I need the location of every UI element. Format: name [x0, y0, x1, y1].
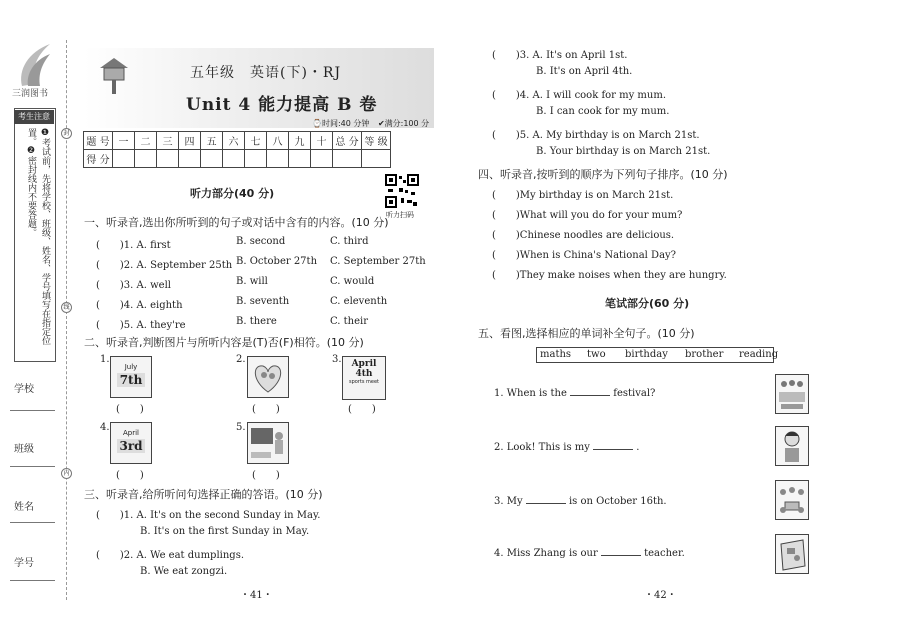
- section-4-title: 四、听录音,按听到的顺序为下列句子排序。(10 分): [478, 168, 728, 181]
- fill-sentence: [494, 442, 639, 453]
- section-1-title: 一、听录音,选出你所听到的句子或对话中含有的内容。(10 分): [84, 216, 389, 229]
- sentence-start: 2. Look! This is my: [494, 442, 590, 453]
- score-cell: 七: [245, 132, 267, 150]
- score-input[interactable]: [333, 150, 362, 168]
- binding-margin: [0, 0, 70, 636]
- page-number: ・41・: [240, 590, 273, 601]
- answer-blank[interactable]: [593, 449, 633, 450]
- birthday-party-icon: [775, 480, 809, 520]
- sentence-start: 1. When is the: [494, 388, 567, 399]
- grade-subject: 五年级 英语(下)・RJ: [190, 65, 342, 81]
- score-input[interactable]: [179, 150, 201, 168]
- option-c[interactable]: C. their: [330, 316, 369, 327]
- answer-blank[interactable]: [526, 503, 566, 504]
- option-b[interactable]: B. second: [236, 236, 286, 247]
- sentence-end: .: [636, 442, 640, 453]
- exam-meta: [312, 118, 429, 129]
- field-school-label: 学校: [14, 384, 34, 395]
- boy-icon: [775, 426, 809, 466]
- sports-meet-calendar-icon: [342, 356, 386, 400]
- option-a[interactable]: ( )4. A. eighth: [96, 300, 183, 311]
- field-number-line[interactable]: [10, 580, 55, 581]
- list-item[interactable]: ( )They make noises when they are hungry.: [492, 270, 727, 281]
- seal-mark: 内: [61, 468, 72, 479]
- score-cell: 等 级: [362, 132, 391, 150]
- notice-text: ❶考试前，先将学校、班级、姓名、学号填写在指定位置。❷密封线内不要答题。: [26, 128, 50, 345]
- calendar-month: July: [124, 363, 138, 371]
- word-option: reading: [739, 349, 779, 360]
- fill-sentence: [494, 388, 655, 399]
- answer-paren[interactable]: ( ): [252, 470, 280, 481]
- answer-paren[interactable]: ( ): [116, 470, 144, 481]
- option-a[interactable]: ( )2. A. September 25th: [96, 260, 233, 271]
- option-a[interactable]: ( )3. A. well: [96, 280, 171, 291]
- sentence-start: 4. Miss Zhang is our: [494, 548, 598, 559]
- option-c[interactable]: C. eleventh: [330, 296, 388, 307]
- question-option[interactable]: B. I can cook for my mum.: [536, 106, 670, 117]
- option-c[interactable]: C. would: [330, 276, 375, 287]
- seal-mark: 线: [61, 302, 72, 313]
- calendar-day: 7th: [117, 373, 145, 387]
- sentence-end: is on October 16th.: [568, 496, 667, 507]
- qr-code-icon[interactable]: [385, 174, 419, 208]
- pic-number: 4.: [100, 422, 110, 433]
- question-option[interactable]: B. It's on April 4th.: [536, 66, 633, 77]
- calendar-month: April: [351, 359, 377, 369]
- score-input[interactable]: [201, 150, 223, 168]
- score-cell: 一: [113, 132, 135, 150]
- score-input[interactable]: [311, 150, 333, 168]
- word-option: maths: [540, 349, 572, 360]
- page-title: Unit 4 能力提高 B 卷: [186, 95, 378, 115]
- score-input[interactable]: [223, 150, 245, 168]
- word-option: brother: [685, 349, 724, 360]
- score-cell: 得 分: [84, 150, 113, 168]
- option-b[interactable]: B. seventh: [236, 296, 290, 307]
- question-option[interactable]: B. It's on the first Sunday in May.: [140, 526, 310, 537]
- score-input[interactable]: [245, 150, 267, 168]
- field-class-line[interactable]: [10, 466, 55, 467]
- score-input[interactable]: [157, 150, 179, 168]
- question-option[interactable]: B. We eat zongzi.: [140, 566, 228, 577]
- option-a[interactable]: ( )1. A. first: [96, 240, 171, 251]
- mailbox-icon: [96, 54, 132, 94]
- answer-blank[interactable]: [601, 555, 641, 556]
- word-option: birthday: [625, 349, 668, 360]
- written-heading: 笔试部分(60 分): [605, 297, 690, 310]
- qr-label: 听力扫码: [386, 211, 414, 219]
- score-table: [83, 131, 391, 168]
- list-item[interactable]: ( )My birthday is on March 21st.: [492, 190, 674, 201]
- header-banner: [84, 48, 434, 128]
- pic-number: 5.: [236, 422, 246, 433]
- option-c[interactable]: C. third: [330, 236, 369, 247]
- pic-number: 2.: [236, 354, 246, 365]
- score-cell: 十: [311, 132, 333, 150]
- book-icon: [775, 534, 809, 574]
- listening-heading: 听力部分(40 分): [190, 187, 275, 200]
- score-cell: 三: [157, 132, 179, 150]
- score-table-value-row: [84, 150, 391, 168]
- score-input[interactable]: [113, 150, 135, 168]
- score-input[interactable]: [267, 150, 289, 168]
- score-table-header-row: [84, 132, 391, 150]
- score-cell: 九: [289, 132, 311, 150]
- question-option[interactable]: ( )1. A. It's on the second Sunday in May.: [96, 510, 321, 521]
- publisher-name: 三润图书: [12, 89, 49, 99]
- section-5-title: 五、看图,选择相应的单词补全句子。(10 分): [478, 327, 695, 340]
- calendar-icon: [110, 422, 152, 464]
- score-cell: 总 分: [333, 132, 362, 150]
- section-2-title: 二、听录音,判断图片与所听内容是(T)否(F)相符。(10 分): [84, 336, 364, 349]
- score-cell: 五: [201, 132, 223, 150]
- option-b[interactable]: B. October 27th: [236, 256, 318, 267]
- score-cell: 六: [223, 132, 245, 150]
- question-option[interactable]: ( )2. A. We eat dumplings.: [96, 550, 245, 561]
- option-c[interactable]: C. September 27th: [330, 256, 426, 267]
- field-number-label: 学号: [14, 558, 34, 569]
- fill-sentence: [494, 548, 685, 559]
- calendar-day: 4th: [355, 369, 373, 379]
- sentence-end: festival?: [613, 388, 656, 399]
- publisher-logo-icon: [14, 40, 54, 90]
- answer-paren[interactable]: ( ): [252, 404, 280, 415]
- fill-sentence: [494, 496, 667, 507]
- seal-line: [66, 40, 67, 600]
- answer-blank[interactable]: [570, 395, 610, 396]
- score-cell: 二: [135, 132, 157, 150]
- page-number: ・42・: [644, 590, 677, 601]
- sentence-end: teacher.: [644, 548, 685, 559]
- calendar-icon: [110, 356, 152, 398]
- field-school-line[interactable]: [10, 410, 55, 411]
- teacher-classroom-icon: [247, 422, 289, 464]
- option-b[interactable]: B. will: [236, 276, 268, 287]
- word-option: two: [587, 349, 606, 360]
- notice-title: 考生注意: [14, 110, 54, 124]
- field-class-label: 班级: [14, 444, 34, 455]
- answer-paren[interactable]: ( ): [116, 404, 144, 415]
- pic-number: 3.: [332, 354, 342, 365]
- list-item[interactable]: ( )What will you do for your mum?: [492, 210, 683, 221]
- section-3-title: 三、听录音,给所听问句选择正确的答语。(10 分): [84, 488, 323, 501]
- calendar-day: 3rd: [117, 439, 145, 453]
- field-name-line[interactable]: [10, 522, 55, 523]
- seal-mark: 封: [61, 128, 72, 139]
- time-limit: ⌚时间:40 分钟: [312, 119, 370, 128]
- field-name-label: 姓名: [14, 502, 34, 513]
- score-input[interactable]: [135, 150, 157, 168]
- question-option[interactable]: B. Your birthday is on March 21st.: [536, 146, 711, 157]
- score-cell: 题 号: [84, 132, 113, 150]
- calendar-month: April: [123, 429, 139, 437]
- answer-paren[interactable]: ( ): [348, 404, 376, 415]
- pic-number: 1.: [100, 354, 110, 365]
- question-option[interactable]: ( )3. A. It's on April 1st.: [492, 50, 628, 61]
- score-cell: 四: [179, 132, 201, 150]
- score-input[interactable]: [289, 150, 311, 168]
- question-option[interactable]: ( )5. A. My birthday is on March 21st.: [492, 130, 700, 141]
- family-heart-icon: [247, 356, 289, 398]
- score-input[interactable]: [362, 150, 391, 168]
- calendar-event: sports meet: [348, 379, 380, 385]
- question-option[interactable]: ( )4. A. I will cook for my mum.: [492, 90, 667, 101]
- option-b[interactable]: B. there: [236, 316, 277, 327]
- word-bank: [536, 347, 779, 363]
- sentence-start: 3. My: [494, 496, 523, 507]
- option-a[interactable]: ( )5. A. they're: [96, 320, 186, 331]
- list-item[interactable]: ( )Chinese noodles are delicious.: [492, 230, 675, 241]
- list-item[interactable]: ( )When is China's National Day?: [492, 250, 677, 261]
- family-party-icon: [775, 374, 809, 414]
- score-cell: 八: [267, 132, 289, 150]
- full-score: ✔满分:100 分: [377, 119, 430, 128]
